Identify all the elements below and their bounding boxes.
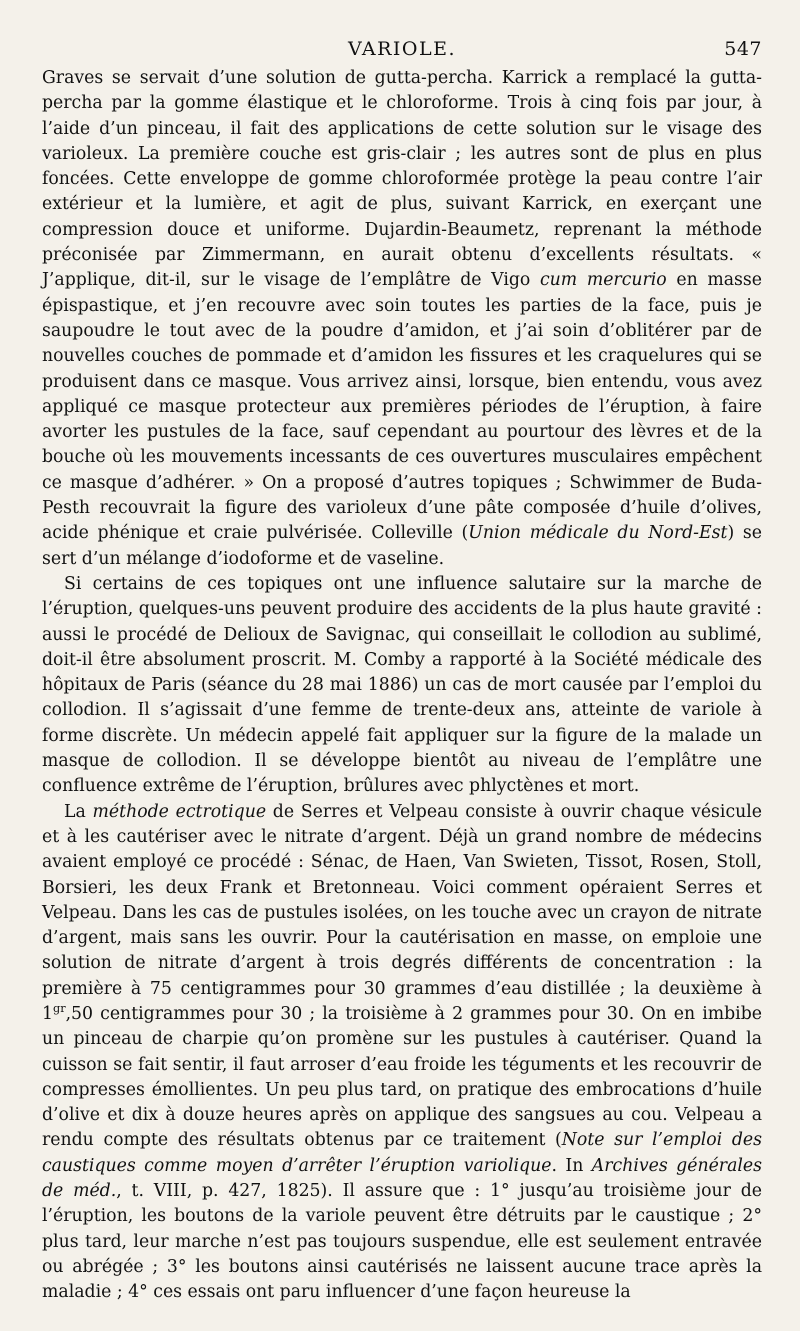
paragraph-1 — [42, 66, 762, 572]
page-number: 547 — [724, 38, 762, 60]
text-segment: de Serres et Velpeau consiste à ouvrir chaque vésicule et à les cautériser avec le nitrate d’argent. Déjà un grand nombre de médecins avaient employé ce procédé : Sénac, de Haen, Van Swieten, Tissot, Rosen, Stoll, Borsieri, les deux Frank et Bretonneau. Voici comment opéraient Serres et Velpeau. Dans les cas de pustules isolées, on les touche avec un crayon de nitrate d’argent, mais sans les ouvrir. Pour la cautérisation en masse, on emploie une solution de nitrate d’argent à trois degrés différents de concentration : la première à 75 centigrammes pour 30 grammes d’eau distillée ; la deuxième à 1 — [42, 801, 763, 1024]
italic-text: cum mercurio — [539, 270, 667, 291]
text-segment: . In — [551, 1155, 592, 1176]
text-segment: en masse épispastique, et j’en recouvre avec soin toutes les parties de la face, puis je saupoudre le tout avec de la poudre d’amidon, et j’ai soin d’oblitérer par de nouvelles couches de pommade et d’amidon les fissures et les craquelures qui se produisent dans ce masque. Vous arrivez ainsi, lorsque, bien entendu, vous avez appliqué ce masque protecteur aux premières périodes de l’éruption, à faire avorter les pustules de la face, sauf cependant au pourtour des lèvres et de la bouche où les mouvements incessants de ces ouvertures musculaires empêchent ce masque d’adhérer. » On a proposé d’autres topiques ; Schwimmer de Buda-Pesth recouvrait la figure des varioleux d’une pâte composée d’huile d’olives, acide phénique et craie pulvérisée. Colleville ( — [42, 270, 762, 544]
body-text — [42, 66, 762, 1306]
text-segment: Si certains de ces topiques ont une influence salutaire sur la marche de l’éruption, quelques-uns peuvent produire des accidents de la plus haute gravité : aussi le procédé de Delioux de Savignac, qui conseillait le collodion au sublimé, doit-il être absolument proscrit. M. Comby a rapporté à la Société médicale des hôpitaux de Paris (séance du 28 mai 1886) un cas de mort causée par l’emploi du collodion. Il s’agissait d’une femme de trente-deux ans, atteinte de variole à forme discrète. Un médecin appelé fait appliquer sur la figure de la malade un masque de collodion. Il se développe bientôt au niveau de l’emplâtre une confluence extrême de l’éruption, brûlures avec phlyctènes et mort. — [42, 573, 762, 797]
running-head — [42, 36, 762, 62]
text-segment: , t. VIII, p. 427, 1825). Il assure que : 1° jusqu’au troisième jour de l’éruption, les boutons de la variole peuvent être détruits par le caustique ; 2° plus tard, leur marche n’est pas toujours suspendue, elle est seulement entravée ou abrégée ; 3° les boutons ainsi cautérisés ne laissent aucune trace après la maladie ; 4° ces essais ont paru influencer d’une façon heureuse la — [42, 1181, 763, 1303]
text-segment: Graves se servait d’une solution de gutta-percha. Karrick a remplacé la gutta-percha par la gomme élastique et le chloroforme. Trois à cinq fois par jour, à l’aide d’un pinceau, il fait des applications de cette solution sur le visage des varioleux. La première couche est gris-clair ; les autres sont de plus en plus foncées. Cette enveloppe de gomme chloroformée protège la peau contre l’air extérieur et la lumière, et agit de plus, suivant Karrick, en exerçant une compression douce et uniforme. Dujardin-Beaumetz, reprenant la méthode préconisée par Zimmermann, en aurait obtenu d’excellents résultats. « J’applique, dit-il, sur le visage de l’emplâtre de Vigo — [42, 68, 762, 291]
italic-text: Archives générales de méd. — [42, 1155, 762, 1202]
text-segment: ,50 centigrammes pour 30 ; la troisième à 2 grammes pour 30. On en imbibe un pinceau de charpie qu’on promène sur les pustules à cautériser. Quand la cuisson se fait sentir, il faut arroser d’eau froide les téguments et les recouvrir de compresses émollientes. Un peu plus tard, on pratique des embrocations d’huile d’olive et dix à douze heures après on applique des sangsues au cou. Velpeau a rendu compte des résultats obtenus par ce traitement ( — [42, 1003, 762, 1151]
paragraph-2 — [42, 572, 762, 800]
italic-text: Note sur l’emploi des caustiques comme moyen d’arrêter l’éruption variolique — [42, 1130, 762, 1176]
superscript-text: gr — [53, 1002, 66, 1016]
italic-text: Union médicale du Nord-Est — [468, 523, 728, 544]
chapter-title: VARIOLE. — [347, 38, 457, 60]
italic-text: méthode ectrotique — [92, 801, 267, 822]
text-segment: La — [64, 801, 93, 822]
text-segment: ) se sert d’un mélange d’iodoforme et de vaseline. — [42, 523, 762, 569]
paragraph-3 — [42, 800, 762, 1306]
